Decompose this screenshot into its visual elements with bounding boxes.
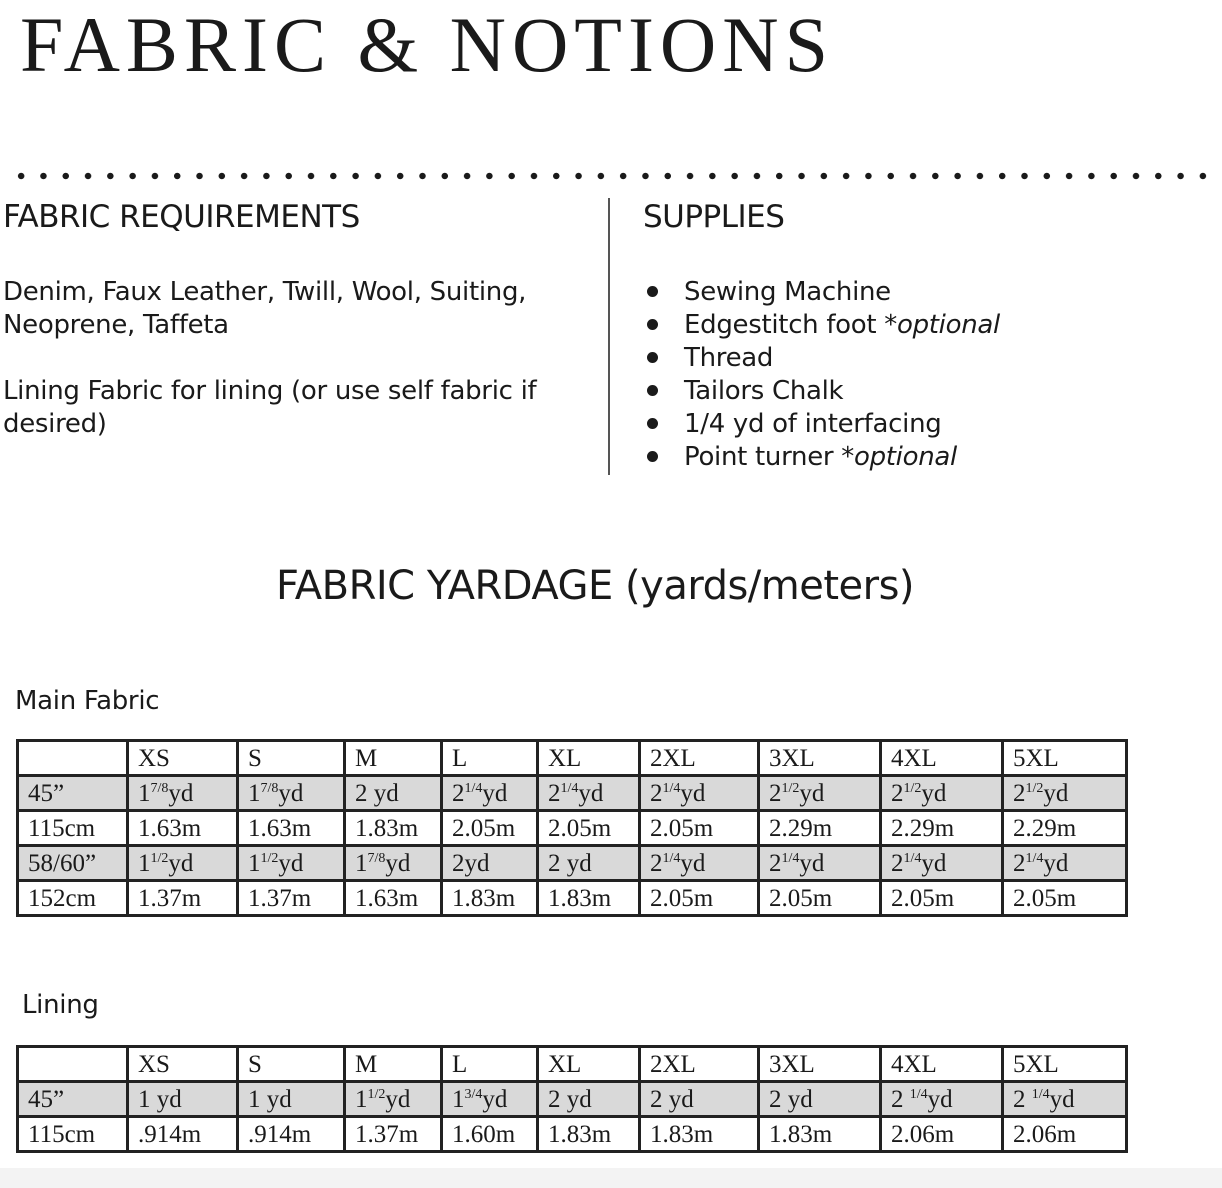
cell-value: 1.63m xyxy=(138,814,202,842)
whole-yards: 2 xyxy=(769,779,782,807)
fabric-width-cell xyxy=(18,811,128,846)
cell-value: 2.05m xyxy=(891,884,955,912)
whole-yards: 2 xyxy=(650,779,663,807)
fraction-superscript: 1/2 xyxy=(903,780,922,796)
cell-value: 1.83m xyxy=(452,884,516,912)
cell-value: 2.06m xyxy=(1013,1120,1077,1148)
whole-yards: 1 xyxy=(248,849,261,877)
lining-table xyxy=(16,1045,1128,1153)
table-row xyxy=(18,776,1127,811)
size-header-cell: 5XL xyxy=(1003,741,1127,776)
main-fabric-table xyxy=(16,739,1128,917)
unit-yd: yd xyxy=(680,779,706,807)
table-header-row xyxy=(18,1047,1127,1082)
main-fabric-label: Main Fabric xyxy=(15,686,160,716)
yardage-cell xyxy=(881,811,1003,846)
yardage-cell xyxy=(128,776,238,811)
yardage-cell xyxy=(128,881,238,916)
yardage-cell xyxy=(759,1117,881,1152)
yardage-cell xyxy=(538,811,640,846)
cell-value: 45” xyxy=(28,1085,65,1113)
unit-yd: yd xyxy=(168,849,194,877)
size-header-cell: S xyxy=(238,1047,345,1082)
cell-value: 1.83m xyxy=(548,1120,612,1148)
yardage-cell xyxy=(238,1082,345,1117)
cell-value: 2.05m xyxy=(769,884,833,912)
unit-yd: yd xyxy=(168,779,194,807)
whole-yards: 1 xyxy=(452,1085,465,1113)
supply-item-label: Edgestitch foot * xyxy=(684,310,897,340)
cell-value: 1 yd xyxy=(248,1085,292,1113)
yardage-cell xyxy=(442,1117,538,1152)
yardage-cell xyxy=(640,811,759,846)
yardage-cell xyxy=(128,1082,238,1117)
fraction-superscript: 1/2 xyxy=(781,780,800,796)
cell-value: 2 yd xyxy=(548,1085,592,1113)
fraction-superscript: 3/4 xyxy=(464,1086,483,1102)
supplies-heading: SUPPLIES xyxy=(643,199,785,235)
yardage-cell xyxy=(1003,1082,1127,1117)
yardage-cell xyxy=(345,811,442,846)
cell-value: 152cm xyxy=(28,884,97,912)
cell-value: 1.37m xyxy=(355,1120,419,1148)
yardage-cell xyxy=(881,881,1003,916)
cell-value: 2 yd xyxy=(769,1085,813,1113)
yardage-cell xyxy=(345,776,442,811)
column-divider xyxy=(608,198,610,475)
yardage-cell xyxy=(538,776,640,811)
whole-yards: 2 xyxy=(891,1085,910,1113)
supply-item xyxy=(643,309,1000,342)
fraction-superscript: 1/4 xyxy=(1025,850,1044,866)
unit-yd: yd xyxy=(578,779,604,807)
fabric-width-cell xyxy=(18,881,128,916)
size-header-cell: L xyxy=(442,1047,538,1082)
yardage-cell xyxy=(640,776,759,811)
fabric-width-cell xyxy=(18,1117,128,1152)
whole-yards: 2 xyxy=(891,779,904,807)
whole-yards: 2 xyxy=(548,779,561,807)
cell-value: 2 yd xyxy=(548,849,592,877)
size-header-cell: XL xyxy=(538,741,640,776)
bullet-icon xyxy=(647,418,658,429)
fraction-superscript: 1/4 xyxy=(1031,1086,1050,1102)
size-header-cell: M xyxy=(345,1047,442,1082)
whole-yards: 1 xyxy=(138,849,151,877)
yardage-cell xyxy=(538,1082,640,1117)
yardage-cell xyxy=(442,776,538,811)
unit-yd: yd xyxy=(921,849,947,877)
whole-yards: 1 xyxy=(248,779,261,807)
yardage-cell xyxy=(640,1117,759,1152)
yardage-cell xyxy=(759,811,881,846)
yardage-cell xyxy=(881,1082,1003,1117)
supply-item-label: Thread xyxy=(684,343,774,373)
size-header-cell: 3XL xyxy=(759,1047,881,1082)
size-header-cell: 5XL xyxy=(1003,1047,1127,1082)
unit-yd: yd xyxy=(1049,1085,1075,1113)
unit-yd: yd xyxy=(799,849,825,877)
yardage-cell xyxy=(128,811,238,846)
yardage-cell xyxy=(759,1082,881,1117)
whole-yards: 1 xyxy=(355,849,368,877)
size-header-cell: 2XL xyxy=(640,741,759,776)
whole-yards: 2 xyxy=(891,849,904,877)
yardage-cell xyxy=(345,1117,442,1152)
yardage-cell xyxy=(881,846,1003,881)
whole-yards: 2 xyxy=(452,779,465,807)
unit-yd: yd xyxy=(385,849,411,877)
fraction-superscript: 1/4 xyxy=(903,850,922,866)
cell-value: 1.83m xyxy=(548,884,612,912)
size-header-cell: 4XL xyxy=(881,1047,1003,1082)
yardage-cell xyxy=(640,881,759,916)
whole-yards: 2 xyxy=(650,849,663,877)
unit-yd: yd xyxy=(278,779,304,807)
lining-label: Lining xyxy=(22,990,99,1020)
cell-value: 1.83m xyxy=(355,814,419,842)
yardage-cell xyxy=(128,846,238,881)
supply-item xyxy=(643,276,1000,309)
size-header-cell: 3XL xyxy=(759,741,881,776)
whole-yards: 2 xyxy=(1013,779,1026,807)
whole-yards: 2 xyxy=(769,849,782,877)
cell-value: 115cm xyxy=(28,1120,96,1148)
bullet-icon xyxy=(647,451,658,462)
cell-value: 1.83m xyxy=(650,1120,714,1148)
yardage-cell xyxy=(238,1117,345,1152)
yardage-cell xyxy=(238,881,345,916)
yardage-cell xyxy=(759,881,881,916)
fraction-superscript: 1/4 xyxy=(909,1086,928,1102)
cell-value: 2.05m xyxy=(1013,884,1077,912)
yardage-cell xyxy=(759,846,881,881)
supply-item xyxy=(643,375,1000,408)
supply-item-label: Tailors Chalk xyxy=(684,376,844,406)
yardage-cell xyxy=(238,776,345,811)
yardage-cell xyxy=(442,846,538,881)
bullet-icon xyxy=(647,352,658,363)
cell-value: 2.05m xyxy=(452,814,516,842)
fraction-superscript: 1/4 xyxy=(662,850,681,866)
fraction-superscript: 1/4 xyxy=(662,780,681,796)
yardage-cell xyxy=(881,776,1003,811)
yardage-cell xyxy=(1003,776,1127,811)
lining-note-line-1: Lining Fabric for lining (or use self fabric if xyxy=(3,376,537,406)
supply-item xyxy=(643,408,1000,441)
cell-value: 2.06m xyxy=(891,1120,955,1148)
supply-item xyxy=(643,342,1000,375)
cell-value: 1.37m xyxy=(248,884,312,912)
size-header-cell: S xyxy=(238,741,345,776)
unit-yd: yd xyxy=(921,779,947,807)
size-header-cell: 4XL xyxy=(881,741,1003,776)
yardage-cell xyxy=(640,846,759,881)
yardage-cell xyxy=(442,881,538,916)
table-row xyxy=(18,1117,1127,1152)
yardage-cell xyxy=(442,811,538,846)
optional-note: optional xyxy=(853,442,957,472)
cell-value: 2 yd xyxy=(650,1085,694,1113)
yardage-cell xyxy=(1003,811,1127,846)
cell-value: 1.63m xyxy=(248,814,312,842)
size-header-cell: 2XL xyxy=(640,1047,759,1082)
cell-value: 1.63m xyxy=(355,884,419,912)
unit-yd: yd xyxy=(1043,849,1069,877)
lining-note-line-2: desired) xyxy=(3,409,107,439)
yardage-cell xyxy=(538,881,640,916)
cell-value: 2.05m xyxy=(548,814,612,842)
yardage-cell xyxy=(1003,846,1127,881)
fabric-width-cell xyxy=(18,1082,128,1117)
header-corner-cell xyxy=(18,1047,128,1082)
cell-value: 2.29m xyxy=(1013,814,1077,842)
yardage-cell xyxy=(442,1082,538,1117)
supply-item-label: Point turner * xyxy=(684,442,854,472)
unit-yd: yd xyxy=(385,1085,411,1113)
size-header-cell: XS xyxy=(128,741,238,776)
cell-value: 45” xyxy=(28,779,65,807)
yardage-title: FABRIC YARDAGE (yards/meters) xyxy=(275,563,915,609)
fabric-types-line-1: Denim, Faux Leather, Twill, Wool, Suiting, xyxy=(3,277,527,307)
cell-value: 1.60m xyxy=(452,1120,516,1148)
yardage-cell xyxy=(881,1117,1003,1152)
fraction-superscript: 1/4 xyxy=(464,780,483,796)
yardage-cell xyxy=(759,776,881,811)
bullet-icon xyxy=(647,319,658,330)
cell-value: 1.37m xyxy=(138,884,202,912)
fraction-superscript: 1/4 xyxy=(560,780,579,796)
cell-value: 2.05m xyxy=(650,884,714,912)
table-row xyxy=(18,1082,1127,1117)
table-row xyxy=(18,881,1127,916)
unit-yd: yd xyxy=(482,1085,508,1113)
fabric-width-cell xyxy=(18,776,128,811)
supply-item-label: Sewing Machine xyxy=(684,277,891,307)
cell-value: 2.29m xyxy=(769,814,833,842)
unit-yd: yd xyxy=(278,849,304,877)
optional-note: optional xyxy=(896,310,1000,340)
unit-yd: yd xyxy=(799,779,825,807)
unit-yd: yd xyxy=(482,779,508,807)
fabric-width-cell xyxy=(18,846,128,881)
fabric-types-line-2: Neoprene, Taffeta xyxy=(3,310,229,340)
yardage-cell xyxy=(538,846,640,881)
size-header-cell: M xyxy=(345,741,442,776)
page-bottom-band xyxy=(0,1168,1222,1188)
yardage-cell xyxy=(1003,1117,1127,1152)
fraction-superscript: 1/2 xyxy=(1025,780,1044,796)
cell-value: .914m xyxy=(248,1120,312,1148)
cell-value: 58/60” xyxy=(28,849,97,877)
cell-value: 2 yd xyxy=(355,779,399,807)
yardage-cell xyxy=(345,881,442,916)
header-corner-cell xyxy=(18,741,128,776)
size-header-cell: XS xyxy=(128,1047,238,1082)
cell-value: 115cm xyxy=(28,814,96,842)
size-header-cell: L xyxy=(442,741,538,776)
yardage-cell xyxy=(1003,881,1127,916)
yardage-cell xyxy=(345,846,442,881)
yardage-cell xyxy=(238,811,345,846)
table-row xyxy=(18,811,1127,846)
unit-yd: yd xyxy=(927,1085,953,1113)
bullet-icon xyxy=(647,385,658,396)
cell-value: 2.05m xyxy=(650,814,714,842)
unit-yd: yd xyxy=(1043,779,1069,807)
yardage-cell xyxy=(128,1117,238,1152)
yardage-cell xyxy=(238,846,345,881)
page-title: FABRIC & NOTIONS xyxy=(20,1,834,88)
fraction-superscript: 1/2 xyxy=(150,850,169,866)
cell-value: 1.83m xyxy=(769,1120,833,1148)
supply-item xyxy=(643,441,1000,474)
fraction-superscript: 7/8 xyxy=(260,780,279,796)
whole-yards: 1 xyxy=(355,1085,368,1113)
table-row xyxy=(18,846,1127,881)
yardage-cell xyxy=(640,1082,759,1117)
whole-yards: 2 xyxy=(1013,1085,1032,1113)
unit-yd: yd xyxy=(680,849,706,877)
yardage-cell xyxy=(538,1117,640,1152)
supplies-list xyxy=(643,276,1000,474)
fraction-superscript: 1/2 xyxy=(367,1086,386,1102)
fraction-superscript: 7/8 xyxy=(150,780,169,796)
dotted-divider xyxy=(10,170,1218,182)
cell-value: 2.29m xyxy=(891,814,955,842)
fabric-requirements-heading: FABRIC REQUIREMENTS xyxy=(3,199,360,235)
whole-yards: 2 xyxy=(1013,849,1026,877)
cell-value: 1 yd xyxy=(138,1085,182,1113)
cell-value: 2yd xyxy=(452,849,490,877)
supply-item-label: 1/4 yd of interfacing xyxy=(684,409,942,439)
table-header-row xyxy=(18,741,1127,776)
size-header-cell: XL xyxy=(538,1047,640,1082)
fraction-superscript: 7/8 xyxy=(367,850,386,866)
fraction-superscript: 1/2 xyxy=(260,850,279,866)
cell-value: .914m xyxy=(138,1120,202,1148)
whole-yards: 1 xyxy=(138,779,151,807)
bullet-icon xyxy=(647,286,658,297)
yardage-cell xyxy=(345,1082,442,1117)
fraction-superscript: 1/4 xyxy=(781,850,800,866)
fabric-requirements-text xyxy=(3,276,536,441)
